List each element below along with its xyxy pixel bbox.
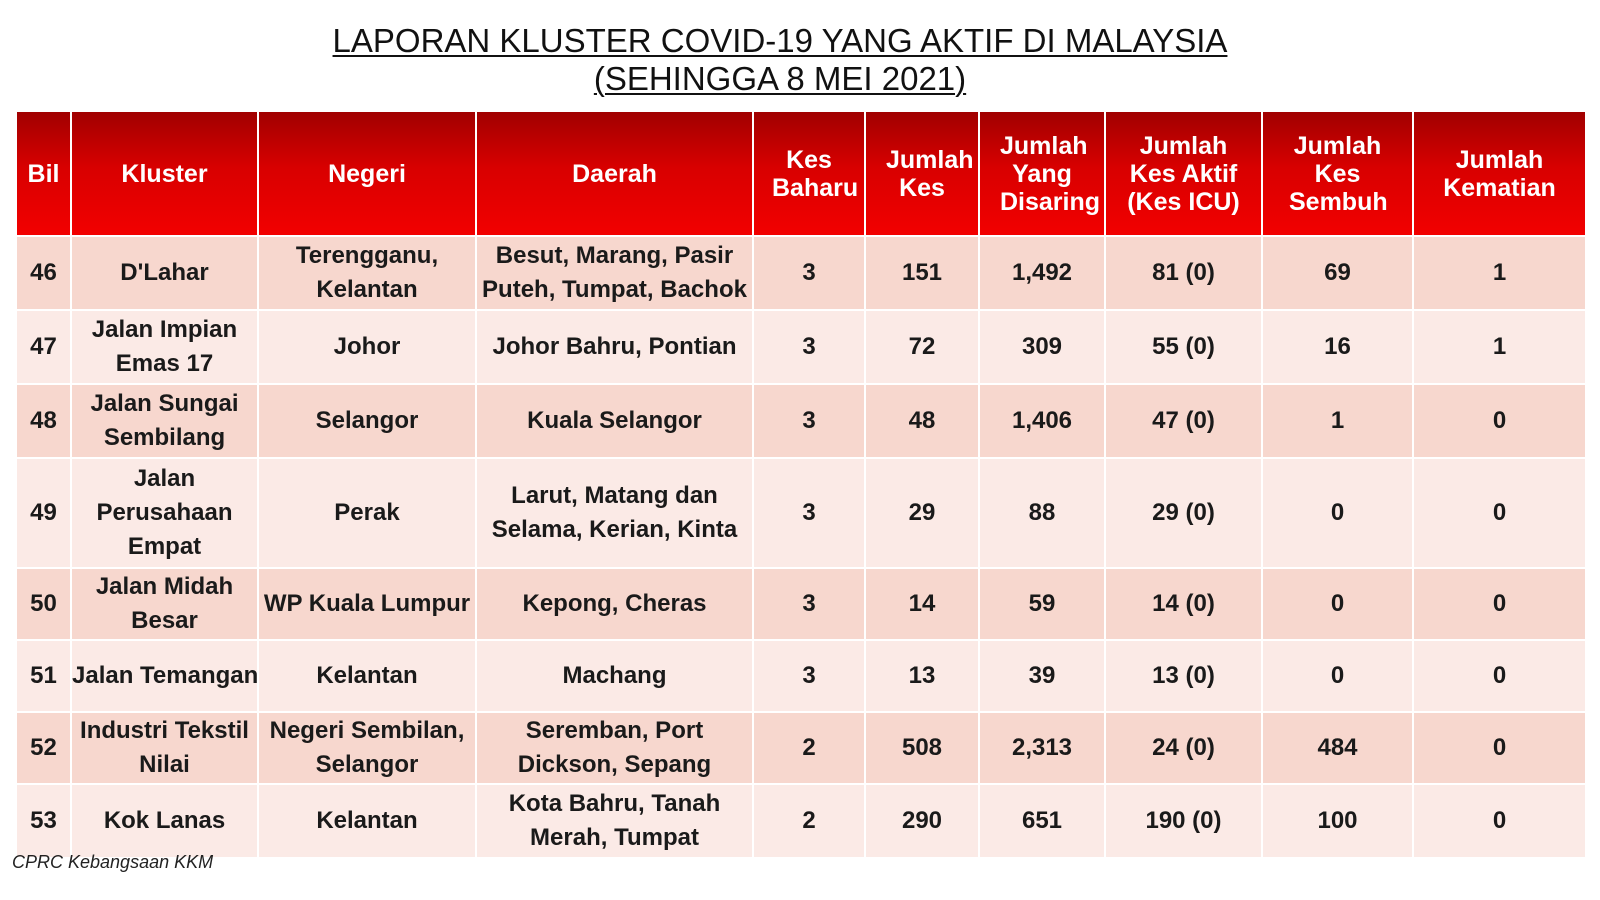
title-line-1: LAPORAN KLUSTER COVID-19 YANG AKTIF DI MALAYSIA: [332, 22, 1228, 59]
header-negeri: Negeri: [258, 111, 476, 236]
cell-kes-aktif: 24 (0): [1105, 712, 1262, 784]
cell-kluster: Jalan Midah Besar: [71, 568, 258, 640]
table-row: [16, 568, 1586, 640]
cell-jumlah-disaring: 1,492: [979, 236, 1105, 310]
header-bil: Bil: [16, 111, 71, 236]
cell-negeri: Negeri Sembilan, Selangor: [258, 712, 476, 784]
cell-negeri: Terengganu, Kelantan: [258, 236, 476, 310]
header-kes-aktif: Jumlah Kes Aktif (Kes ICU): [1105, 111, 1262, 236]
cluster-table: [15, 110, 1587, 859]
cell-kes-baharu: 3: [753, 236, 865, 310]
cell-kluster: Industri Tekstil Nilai: [71, 712, 258, 784]
cell-kluster: Jalan Perusahaan Empat: [71, 458, 258, 568]
table-header-row: [16, 111, 1586, 236]
header-jumlah-disaring: Jumlah Yang Disaring: [979, 111, 1105, 236]
cell-kematian: 1: [1413, 310, 1586, 384]
cell-daerah: Kepong, Cheras: [476, 568, 753, 640]
cell-jumlah-kes: 29: [865, 458, 979, 568]
cell-jumlah-kes: 508: [865, 712, 979, 784]
cell-jumlah-disaring: 39: [979, 640, 1105, 712]
cell-kes-baharu: 3: [753, 384, 865, 458]
cell-bil: 47: [16, 310, 71, 384]
cell-kes-sembuh: 0: [1262, 568, 1413, 640]
cell-bil: 50: [16, 568, 71, 640]
cell-kes-aktif: 29 (0): [1105, 458, 1262, 568]
cell-negeri: Selangor: [258, 384, 476, 458]
header-kluster: Kluster: [71, 111, 258, 236]
cell-daerah: Johor Bahru, Pontian: [476, 310, 753, 384]
cell-kluster: D'Lahar: [71, 236, 258, 310]
cell-daerah: Larut, Matang dan Selama, Kerian, Kinta: [476, 458, 753, 568]
cell-negeri: Johor: [258, 310, 476, 384]
header-kes-sembuh: Jumlah Kes Sembuh: [1262, 111, 1413, 236]
cell-kluster: Kok Lanas: [71, 784, 258, 858]
cell-jumlah-kes: 14: [865, 568, 979, 640]
cell-kes-baharu: 3: [753, 310, 865, 384]
cell-kluster: Jalan Impian Emas 17: [71, 310, 258, 384]
cell-kes-aktif: 190 (0): [1105, 784, 1262, 858]
cell-kluster: Jalan Sungai Sembilang: [71, 384, 258, 458]
cell-kes-aktif: 47 (0): [1105, 384, 1262, 458]
cell-jumlah-disaring: 309: [979, 310, 1105, 384]
cell-negeri: Kelantan: [258, 640, 476, 712]
cell-kes-sembuh: 0: [1262, 640, 1413, 712]
cell-negeri: Perak: [258, 458, 476, 568]
table-row: [16, 236, 1586, 310]
header-jumlah-kes: Jumlah Kes: [865, 111, 979, 236]
cell-bil: 49: [16, 458, 71, 568]
cell-kes-sembuh: 1: [1262, 384, 1413, 458]
header-kematian: Jumlah Kematian: [1413, 111, 1586, 236]
table-row: [16, 640, 1586, 712]
cell-kes-baharu: 3: [753, 640, 865, 712]
cell-jumlah-kes: 290: [865, 784, 979, 858]
cell-kes-sembuh: 100: [1262, 784, 1413, 858]
table-row: [16, 712, 1586, 784]
cell-kes-aktif: 14 (0): [1105, 568, 1262, 640]
cell-bil: 46: [16, 236, 71, 310]
cell-kes-sembuh: 69: [1262, 236, 1413, 310]
cell-jumlah-disaring: 2,313: [979, 712, 1105, 784]
cell-kematian: 0: [1413, 568, 1586, 640]
table-row: [16, 784, 1586, 858]
cell-jumlah-kes: 48: [865, 384, 979, 458]
cell-kes-sembuh: 0: [1262, 458, 1413, 568]
cell-bil: 53: [16, 784, 71, 858]
cell-kes-aktif: 13 (0): [1105, 640, 1262, 712]
cell-jumlah-disaring: 59: [979, 568, 1105, 640]
cell-daerah: Besut, Marang, Pasir Puteh, Tumpat, Bachok: [476, 236, 753, 310]
cell-kes-baharu: 2: [753, 712, 865, 784]
cell-kes-aktif: 55 (0): [1105, 310, 1262, 384]
cell-jumlah-kes: 151: [865, 236, 979, 310]
cell-kes-sembuh: 16: [1262, 310, 1413, 384]
report-title: [0, 22, 1560, 98]
cell-kematian: 0: [1413, 712, 1586, 784]
cell-daerah: Kuala Selangor: [476, 384, 753, 458]
header-kes-baharu: Kes Baharu: [753, 111, 865, 236]
cell-kes-baharu: 3: [753, 568, 865, 640]
cell-jumlah-disaring: 1,406: [979, 384, 1105, 458]
cell-negeri: Kelantan: [258, 784, 476, 858]
cell-jumlah-disaring: 88: [979, 458, 1105, 568]
table-row: [16, 310, 1586, 384]
cell-kes-aktif: 81 (0): [1105, 236, 1262, 310]
source-footer: CPRC Kebangsaan KKM: [12, 852, 214, 872]
cell-kematian: 1: [1413, 236, 1586, 310]
cell-kes-baharu: 2: [753, 784, 865, 858]
cell-negeri: WP Kuala Lumpur: [258, 568, 476, 640]
cell-daerah: Seremban, Port Dickson, Sepang: [476, 712, 753, 784]
cell-kes-sembuh: 484: [1262, 712, 1413, 784]
cell-kematian: 0: [1413, 640, 1586, 712]
cell-kematian: 0: [1413, 458, 1586, 568]
title-line-2: (SEHINGGA 8 MEI 2021): [593, 60, 967, 97]
cell-bil: 48: [16, 384, 71, 458]
cell-jumlah-kes: 13: [865, 640, 979, 712]
cell-kluster: Jalan Temangan: [71, 640, 258, 712]
cell-bil: 52: [16, 712, 71, 784]
cell-kes-baharu: 3: [753, 458, 865, 568]
cell-kematian: 0: [1413, 384, 1586, 458]
header-daerah: Daerah: [476, 111, 753, 236]
cell-jumlah-kes: 72: [865, 310, 979, 384]
table-row: [16, 384, 1586, 458]
cell-daerah: Kota Bahru, Tanah Merah, Tumpat: [476, 784, 753, 858]
cell-daerah: Machang: [476, 640, 753, 712]
table-body: [16, 236, 1586, 858]
table-row: [16, 458, 1586, 568]
cell-bil: 51: [16, 640, 71, 712]
cell-kematian: 0: [1413, 784, 1586, 858]
cell-jumlah-disaring: 651: [979, 784, 1105, 858]
